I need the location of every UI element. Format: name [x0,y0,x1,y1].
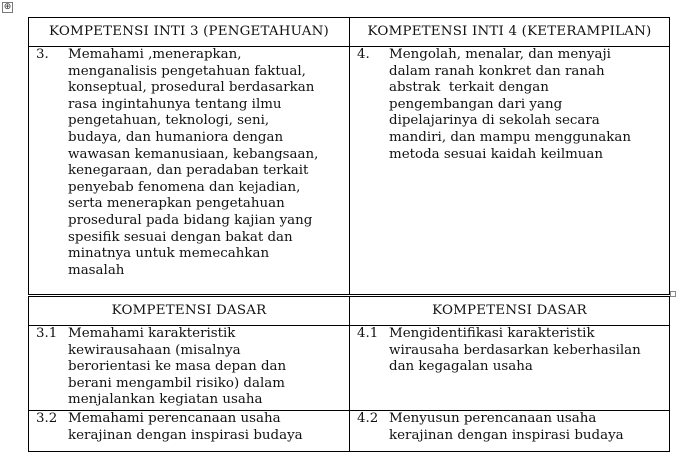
text-line: wirausaha berdasarkan keberhasilan [389,342,641,358]
text-line: menganalisis pengetahuan faktual, [68,63,306,79]
basic-competency-table [28,296,670,452]
text-line: kenegaraan, dan peradaban terkait [68,163,309,179]
text-line: kerajinan dengan inspirasi budaya [68,427,303,443]
text-line: mandiri, dan mampu menggunakan [389,129,631,145]
text-line: pengembangan dari yang [389,96,563,112]
header-ki3: KOMPETENSI INTI 3 (PENGETAHUAN) [29,18,350,47]
ki4-number: 4. [357,47,370,62]
text-line: pengetahuan, teknologi, seni, [68,113,270,129]
ki3-cell [29,47,350,295]
text-line: kewirausahaan (misalnya [68,342,241,358]
kd-4-2-cell [350,411,670,452]
ki3-number: 3. [36,47,49,62]
kd-4-2-number: 4.2 [357,411,379,426]
text-line: kerajinan dengan inspirasi budaya [389,427,624,443]
text-line: berani mengambil risiko) dalam [68,375,285,391]
text-line: Mengidentifikasi karakteristik [389,326,595,341]
text-line: rasa ingintahunya tentang ilmu [68,96,282,112]
text-line: minatnya untuk memecahkan [68,246,270,262]
text-line: dan kegagalan usaha [389,359,533,375]
header-kd-left: KOMPETENSI DASAR [29,297,350,326]
text-line: serta menerapkan pengetahuan [68,196,285,212]
kd-4-1-text [389,326,669,376]
kd-4-2-text [389,411,669,444]
ki3-text [68,47,349,279]
kd-3-2-cell [29,411,350,452]
text-line: penyebab fenomena dan kejadian, [68,179,301,195]
core-competency-table [28,17,670,295]
text-line: wawasan kemanusiaan, kebangsaan, [68,146,319,162]
kd-3-2-text [68,411,349,444]
kd-3-1-number: 3.1 [36,326,58,341]
text-line: Memahami perencanaan usaha [68,411,281,426]
kd-3-1-text [68,326,349,409]
text-line: prosedural pada bidang kajian yang [68,212,313,228]
text-line: Memahami ,menerapkan, [68,47,242,62]
text-line: menjalankan kegiatan usaha [68,392,263,408]
text-line: masalah [68,262,125,278]
text-line: abstrak terkait dengan [389,80,549,96]
text-line: budaya, dan humaniora dengan [68,129,284,145]
kd-4-1-cell [350,326,670,411]
kd-4-1-number: 4.1 [357,326,379,341]
text-line: Memahami karakteristik [68,326,236,341]
text-line: metoda sesuai kaidah keilmuan [389,146,604,162]
text-line: Mengolah, menalar, dan menyaji [389,47,611,62]
header-ki4: KOMPETENSI INTI 4 (KETERAMPILAN) [350,18,670,47]
text-line: berorientasi ke masa depan dan [68,359,287,375]
ki4-cell [350,47,670,295]
text-line: Menyusun perencanaan usaha [389,411,597,426]
text-line: dalam ranah konkret dan ranah [389,63,605,79]
table-move-handle-icon[interactable]: ⊕ [3,2,12,12]
text-line: dipelajarinya di sekolah secara [389,113,600,129]
text-line: konseptual, prosedural berdasarkan [68,80,315,96]
table-resize-handle[interactable] [670,291,676,297]
kd-3-2-number: 3.2 [36,411,58,426]
kd-3-1-cell [29,326,350,411]
header-kd-right: KOMPETENSI DASAR [350,297,670,326]
text-line: spesifik sesuai dengan bakat dan [68,229,293,245]
ki4-text [389,47,669,163]
